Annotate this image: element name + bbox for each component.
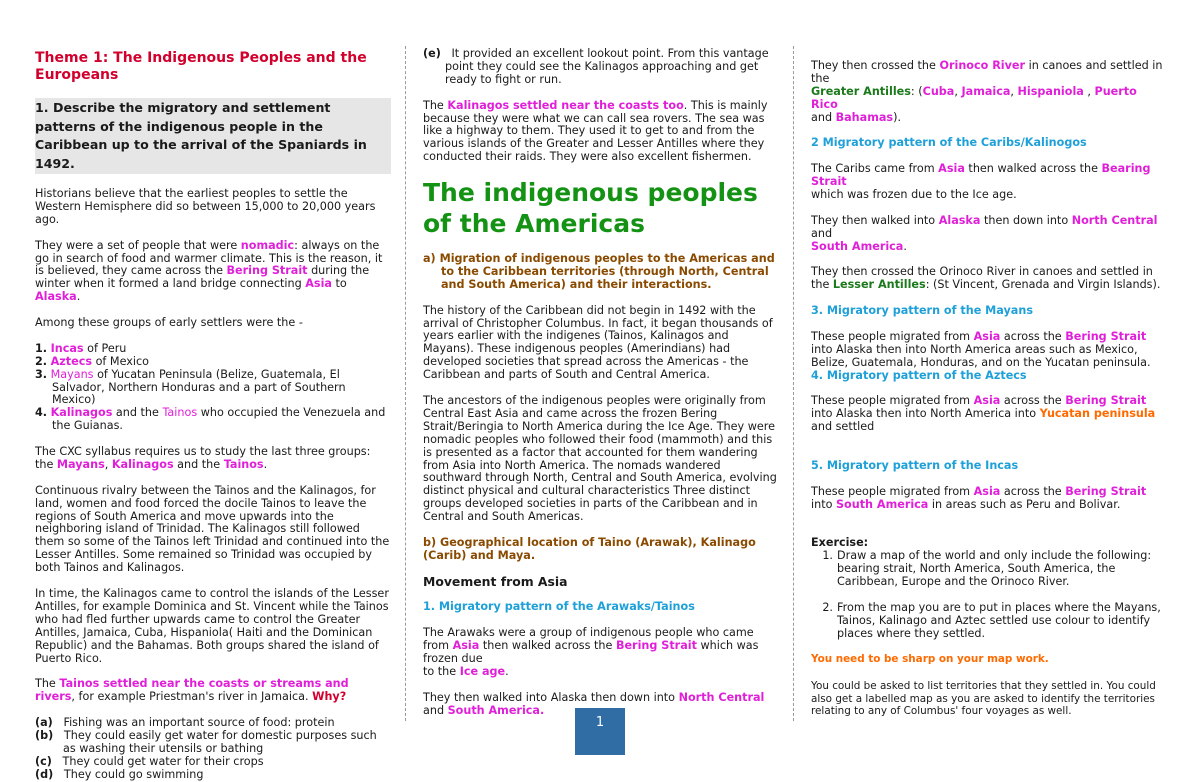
list-item: 2. Aztecs of Mexico <box>35 354 149 368</box>
para-caribs-alaska: They then walked into Alaska then down into North Central and South America. <box>811 213 1158 253</box>
column-1 <box>35 0 391 781</box>
page-number: 1 <box>595 715 605 730</box>
para-rivalry: Continuous rivalry between the Tainos and the Kalinagos, for land, women and food forced the docile Tainos to leave the regions of South America and move upwards into the neighboring island of Trinidad. The Kalinagos still followed them so some of the Tainos left Trinidad and continued into the Lesser Antilles. Some remained so Trinidad was occupied by both Tainos and Kalinagos. <box>35 483 390 575</box>
para-historians: Historians believe that the earliest peoples to settle the Western Hemisphere did so between 15,000 to 20,000 years ago. <box>35 187 376 226</box>
para-ancestors: The ancestors of the indigenous peoples were originally from Central East Asia and came across the frozen Bering Strait/Beringia to North America during the Ice Age. They were nomadic peoples who followed their food (mammoth) and this is presented as a factor that accounted for them wandering from Asia into North America. The nomads wandered southward through North, Central and South America, evolving distinct physical and cultural characteristics Three distinct groups developed societies in parts of the Caribbean and in Central and South Americas. <box>423 393 777 524</box>
list-item: 3. Mayans of Yucatan Peninsula (Belize, Guatemala, El Salvador, Northern Honduras and a part of Southern Mexico) <box>35 367 346 407</box>
para-orinoco-lesser: They then crossed the Orinoco River in canoes and settled in the Lesser Antilles: (St Vincent, Grenada and Virgin Islands). <box>811 265 1161 292</box>
para-asked: You could be asked to list territories that they settled in. You could also get a labelled map as you are asked to identify the territories relating to any of Columbus' four voyages as well. <box>811 680 1156 717</box>
column-divider <box>793 46 794 721</box>
para-arawaks: The Arawaks were a group of indigenous people who came from Asia then walked across the Bering Strait which was frozen due to the Ice age. <box>423 626 759 678</box>
page-number-box <box>575 708 625 755</box>
heading-arawaks: 1. Migratory pattern of the Arawaks/Tainos <box>423 600 695 614</box>
heading-aztecs: 4. Migratory pattern of the Aztecs <box>811 368 1027 382</box>
para-cxc: The CXC syllabus requires us to study the last three groups: the Mayans, Kalinagos and the Tainos. <box>35 445 371 471</box>
para-alaska: They then walked into Alaska then down into North Central and South America. <box>423 690 765 717</box>
para-nomadic: They were a set of people that were nomadic: always on the go in search of food and warmer climate. This is the reason, it is believed, they came across the Bering Strait during the winter when it formed a land bridge connecting Asia to Alaska. <box>35 238 383 304</box>
heading-mayans: 3. Migratory pattern of the Mayans <box>811 304 1033 318</box>
reason-e: (e) It provided an excellent lookout point. From this vantage point they could see the Kalinagos approaching and get ready to fight or run. <box>423 47 769 86</box>
heading-incas: 5. Migratory pattern of the Incas <box>811 458 1019 472</box>
list-item: 1. Draw a map of the world and only include the following: bearing strait, North America, South America, the Caribbean, Europe and the Orinoco River. <box>822 549 1152 589</box>
heading-caribs: 2 Migratory pattern of the Caribs/Kalinogos <box>811 136 1087 150</box>
list-item: 1. Incas of Peru <box>35 341 127 355</box>
question-text: Describe the migratory and settlement patterns of the indigenous people in the Caribbean up to the arrival of the Spaniards in 1492. <box>35 100 367 171</box>
map-warning: You need to be sharp on your map work. <box>811 653 1049 666</box>
question-box: 1. Describe the migratory and settlement patterns of the indigenous people in the Caribbean up to the arrival of the Spaniards in 1492. <box>35 98 391 174</box>
section-title: The indigenous peoples of the Americas <box>423 178 758 239</box>
para-history: The history of the Caribbean did not begin in 1492 with the arrival of Christopher Columbus. In fact, it began thousands of years earlier with the indigenes (Tainos, Kalinagos and Mayans). These indigenous peoples (Amerindians) had developed societies that spread across the Americas - the Caribbean and parts of South and Central America. <box>423 303 773 382</box>
column-3 <box>811 0 1166 776</box>
reasons-list <box>35 717 391 782</box>
list-item: 2. From the map you are to put in places where the Mayans, Tainos, Kalinago and Aztec settled use colour to identify places where they settled. <box>822 600 1161 640</box>
exercise-title: Exercise: <box>811 536 869 550</box>
list-item: (d) They could go swimming <box>35 767 204 781</box>
para-control: In time, the Kalinagos came to control the islands of the Lesser Antilles, for example Dominica and St. Vincent while the Tainos who had fled further upwards came to control the Greater Antilles, Jamaica, Cuba, Hispaniola( Haiti and the Dominican Republic) and the Bahamas. Both groups shared the island of Puerto Rico. <box>35 587 389 665</box>
theme-title: Theme 1: The Indigenous Peoples and the Europeans <box>35 50 367 83</box>
para-caribs: The Caribs came from Asia then walked across the Bearing Strait which was frozen due to the Ice age. <box>811 162 1151 202</box>
para-mayans: These people migrated from Asia across the Bering Strait into Alaska then into North America areas such as Mexico, Belize, Guatemala, Honduras, and on the Yucatan peninsula. <box>811 329 1151 369</box>
list-item: (a) Fishing was an important source of food: protein <box>35 716 335 730</box>
movement-heading: Movement from Asia <box>423 573 568 589</box>
list-item: 4. Kalinagos and the Tainos who occupied the Venezuela and the Guianas. <box>35 406 386 433</box>
para-orinoco-greater: They then crossed the Orinoco River in canoes and settled in the Greater Antilles: (Cuba, Jamaica, Hispaniola , Puerto Rico and Bahamas). <box>811 59 1163 124</box>
exercise-list <box>811 550 1166 640</box>
column-divider <box>405 46 406 721</box>
subheading-a: a) Migration of indigenous peoples to the Americas and to the Caribbean territories (through North, Central and South America) and their interactions. <box>423 252 775 291</box>
para-kalinagos: The Kalinagos settled near the coasts too. This is mainly because they were what we can call sea rovers. The sea was like a highway to them. They used it to get to and from the various islands of the Greater and Lesser Antilles where they conducted their raids. They were also excellent fishermen. <box>423 98 768 164</box>
para-aztecs: These people migrated from Asia across the Bering Strait into Alaska then into North America into Yucatan peninsula and settled <box>811 394 1156 434</box>
column-2 <box>423 0 778 776</box>
settlers-intro: Among these groups of early settlers were the - <box>35 316 303 330</box>
subheading-b: b) Geographical location of Taino (Arawak), Kalinago (Carib) and Maya. <box>423 535 756 562</box>
settlers-list <box>35 343 391 433</box>
list-item: (c) They could get water for their crops <box>35 754 264 768</box>
list-item: (b) They could easily get water for domestic purposes such as washing their utensils or bathing <box>35 728 377 755</box>
para-incas: These people migrated from Asia across the Bering Strait into South America in areas such as Peru and Bolivar. <box>811 484 1147 511</box>
para-tainos-settled: The Tainos settled near the coasts or streams and rivers, for example Priestman's river in Jamaica. Why? <box>35 677 349 704</box>
